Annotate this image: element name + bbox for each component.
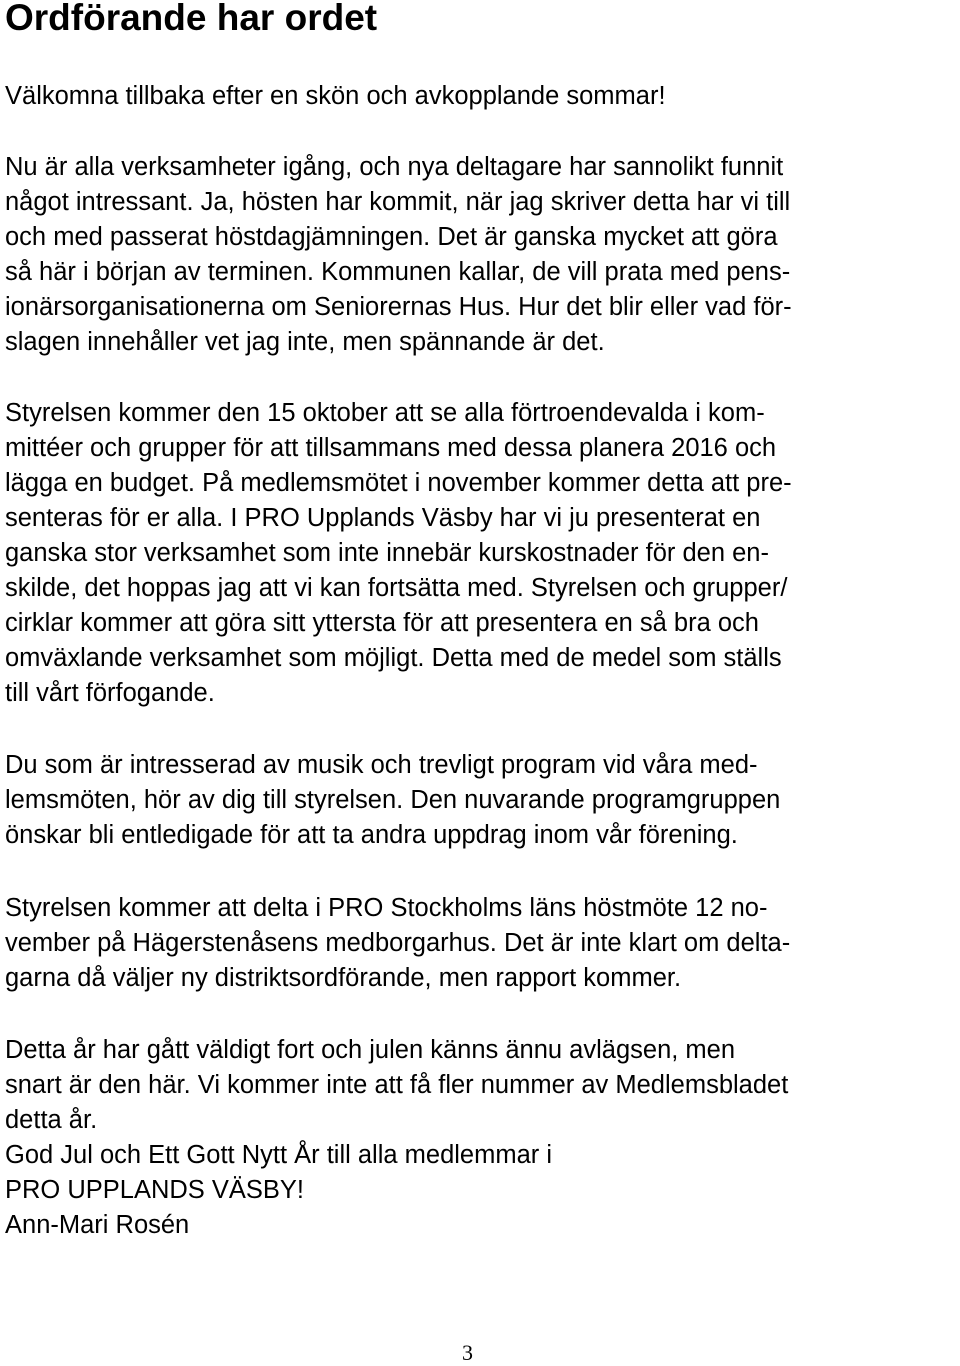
text-line: önskar bli entledigade för att ta andra uppdrag inom vår förening.: [5, 821, 738, 849]
text-line: Detta år har gått väldigt fort och julen känns ännu avlägsen, men: [5, 1036, 736, 1064]
text-line: ionärsorganisationerna om Seniorernas Hus. Hur det blir eller vad för-: [5, 293, 792, 321]
text-line: cirklar kommer att göra sitt yttersta för att presentera en så bra och: [5, 609, 759, 637]
text-line: och med passerat höstdagjämningen. Det är ganska mycket att göra: [5, 223, 778, 251]
text-line: något intressant. Ja, hösten har kommit, när jag skriver detta har vi till: [5, 188, 791, 216]
text-line: PRO UPPLANDS VÄSBY!: [5, 1176, 305, 1204]
text-line: till vårt förfogande.: [5, 679, 215, 707]
text-line: slagen innehåller vet jag inte, men spännande är det.: [5, 328, 605, 356]
text-line: mittéer och grupper för att tillsammans med dessa planera 2016 och: [5, 434, 777, 462]
page-title: Ordförande har ordet: [5, 0, 378, 38]
text-line: ganska stor verksamhet som inte innebär kurskostnader för den en-: [5, 539, 769, 567]
text-line: Styrelsen kommer den 15 oktober att se alla förtroendevalda i kom-: [5, 399, 765, 427]
text-line: vember på Hägerstenåsens medborgarhus. Det är inte klart om delta-: [5, 929, 791, 957]
text-line: lemsmöten, hör av dig till styrelsen. Den nuvarande programgruppen: [5, 786, 781, 814]
text-line: senteras för er alla. I PRO Upplands Väsby har vi ju presenterat en: [5, 504, 761, 532]
text-line: så här i början av terminen. Kommunen kallar, de vill prata med pens-: [5, 258, 791, 286]
text-line: God Jul och Ett Gott Nytt År till alla medlemmar i: [5, 1141, 553, 1169]
text-line: Ann-Mari Rosén: [5, 1211, 190, 1239]
text-line: omväxlande verksamhet som möjligt. Detta med de medel som ställs: [5, 644, 782, 672]
text-line: Välkomna tillbaka efter en skön och avkopplande sommar!: [5, 82, 666, 110]
document-page: [5, 0, 955, 1366]
text-line: Nu är alla verksamheter igång, och nya deltagare har sannolikt funnit: [5, 153, 784, 181]
text-line: garna då väljer ny distriktsordförande, men rapport kommer.: [5, 964, 682, 992]
text-line: lägga en budget. På medlemsmötet i november kommer detta att pre-: [5, 469, 792, 497]
text-line: Styrelsen kommer att delta i PRO Stockholms läns höstmöte 12 no-: [5, 894, 768, 922]
page-number: 3: [462, 1340, 473, 1365]
text-line: detta år.: [5, 1106, 98, 1134]
text-line: Du som är intresserad av musik och trevligt program vid våra med-: [5, 751, 758, 779]
text-line: skilde, det hoppas jag att vi kan fortsätta med. Styrelsen och grupper/: [5, 574, 788, 602]
text-line: snart är den här. Vi kommer inte att få fler nummer av Medlemsbladet: [5, 1071, 789, 1099]
